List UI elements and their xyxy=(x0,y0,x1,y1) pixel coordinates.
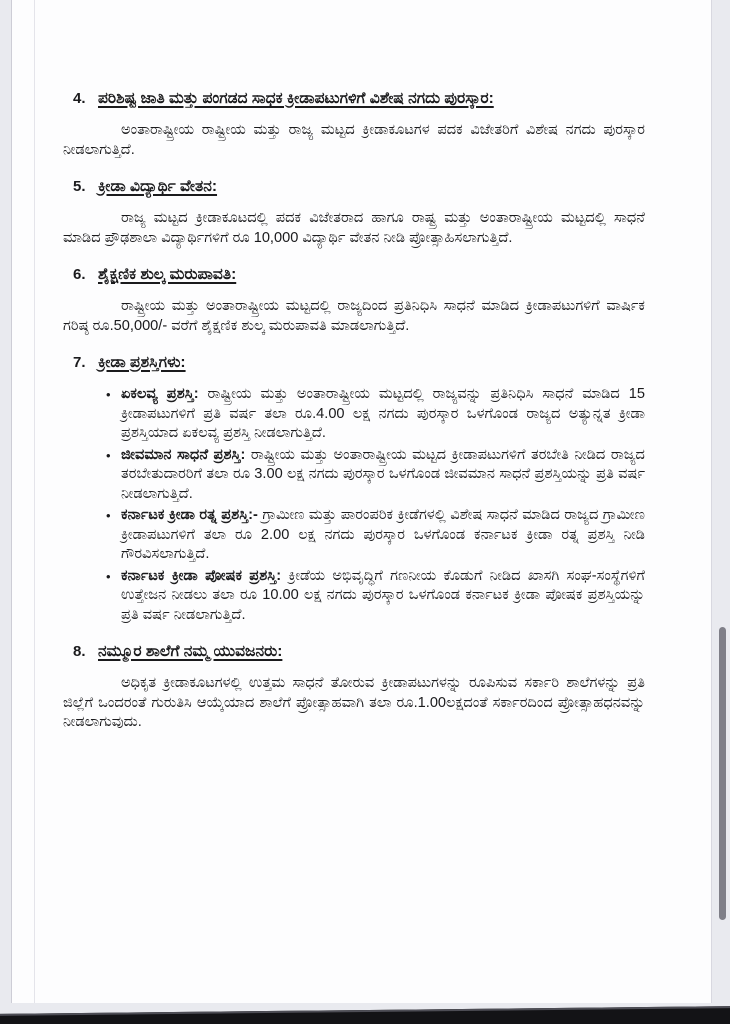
section-number: 7. xyxy=(73,354,86,371)
paper-left-edge-line xyxy=(34,0,35,1003)
section-paragraph: ರಾಷ್ಟ್ರೀಯ ಮತ್ತು ಅಂತಾರಾಷ್ಟ್ರೀಯ ಮಟ್ಟದಲ್ಲಿ ರಾಜ್ಯದಿಂದ ಪ್ರತಿನಿಧಿಸಿ ಸಾಧನೆ ಮಾಡಿದ ಕ್ರೀಡಾಪಟುಗಳಿಗೆ ವಾರ್ಷಿಕ ಗರಿಷ್ಠ ರೂ.50,000/- ವರೆಗೆ ಶೈಕ್ಷಣಿಕ ಶುಲ್ಕ ಮರುಪಾವತಿ ಮಾಡಲಾಗುತ್ತಿದೆ. xyxy=(63,298,645,334)
section-7 xyxy=(63,352,645,625)
bullet-text: ರಾಷ್ಟ್ರೀಯ ಮತ್ತು ಅಂತಾರಾಷ್ಟ್ರೀಯ ಮಟ್ಟದ ಕ್ರೀಡಾಪಟುಗಳಿಗೆ ತರಬೇತಿ ನೀಡಿದ ರಾಜ್ಯದ ತರಬೇತುದಾರರಿಗೆ ತಲಾ ರೂ 3.00 ಲಕ್ಷ ನಗದು ಪುರಸ್ಕಾರ ಒಳಗೊಂಡ ಜೀವಮಾನ ಸಾಧನೆ ಪ್ರಶಸ್ತಿಯನ್ನು ಪ್ರತಿ ವರ್ಷ ನೀಡಲಾಗುತ್ತಿದೆ. xyxy=(121,446,645,502)
section-paragraph: ರಾಜ್ಯ ಮಟ್ಟದ ಕ್ರೀಡಾಕೂಟದಲ್ಲಿ ಪದಕ ವಿಜೇತರಾದ ಹಾಗೂ ರಾಷ್ಟ್ರ ಮತ್ತು ಅಂತಾರಾಷ್ಟ್ರೀಯ ಮಟ್ಟದಲ್ಲಿ ಸಾಧನೆ ಮಾಡಿದ ಪ್ರೌಢಶಾಲಾ ವಿದ್ಯಾರ್ಥಿಗಳಿಗೆ ರೂ 10,000 ವಿದ್ಯಾರ್ಥಿ ವೇತನ ನೀಡಿ ಪ್ರೋತ್ಸಾಹಿಸಲಾಗುತ್ತಿದೆ. xyxy=(63,210,645,246)
section-number: 8. xyxy=(73,643,86,660)
bullet-text: ಗ್ರಾಮೀಣ ಮತ್ತು ಪಾರಂಪರಿಕ ಕ್ರೀಡೆಗಳಲ್ಲಿ ವಿಶೇಷ ಸಾಧನೆ ಮಾಡಿದ ರಾಜ್ಯದ ಗ್ರಾಮೀಣ ಕ್ರೀಡಾಪಟುಗಳಿಗೆ ತಲಾ ರೂ 2.00 ಲಕ್ಷ ನಗದು ಪುರಸ್ಕಾರ ಒಳಗೊಂಡ ಕರ್ನಾಟಕ ಕ್ರೀಡಾ ರತ್ನ ಪ್ರಶಸ್ತಿ ನೀಡಿ ಗೌರವಿಸಲಾಗುತ್ತಿದೆ. xyxy=(121,507,645,562)
section-5-heading-row xyxy=(63,176,645,197)
section-heading: ಕ್ರೀಡಾ ವಿದ್ಯಾರ್ಥಿ ವೇತನ: xyxy=(98,178,218,195)
bullet-text: ಕ್ರೀಡೆಯ ಅಭಿವೃದ್ಧಿಗೆ ಗಣನೀಯ ಕೊಡುಗೆ ನೀಡಿದ ಖಾಸಗಿ ಸಂಘ-ಸಂಸ್ಥೆಗಳಿಗೆ ಉತ್ತೇಜನ ನೀಡಲು ತಲಾ ರೂ 10.00 ಲಕ್ಷ ನಗದು ಪುರಸ್ಕಾರ ಒಳಗೊಂಡ ಕರ್ನಾಟಕ ಕ್ರೀಡಾ ಪೋಷಕ ಪ್ರಶಸ್ತಿಯನ್ನು ಪ್ರತಿ ವರ್ಷ ನೀಡಲಾಗುತ್ತಿದೆ. xyxy=(121,567,645,623)
bullet-text: ರಾಷ್ಟ್ರೀಯ ಮತ್ತು ಅಂತಾರಾಷ್ಟ್ರೀಯ ಮಟ್ಟದಲ್ಲಿ ರಾಜ್ಯವನ್ನು ಪ್ರತಿನಿಧಿಸಿ ಸಾಧನೆ ಮಾಡಿದ 15 ಕ್ರೀಡಾಪಟುಗಳಿಗೆ ಪ್ರತಿ ವರ್ಷ ತಲಾ ರೂ.4.00 ಲಕ್ಷ ನಗದು ಪುರಸ್ಕಾರ ಒಳಗೊಂಡ ರಾಜ್ಯದ ಅತ್ಯುನ್ನತ ಕ್ರೀಡಾ ಪ್ರಶಸ್ತಿಯಾದ ಏಕಲವ್ಯ ಪ್ರಶಸ್ತಿ ನೀಡಲಾಗುತ್ತಿದೆ. xyxy=(121,386,645,441)
section-paragraph: ಅಂತಾರಾಷ್ಟ್ರೀಯ ರಾಷ್ಟ್ರೀಯ ಮತ್ತು ರಾಜ್ಯ ಮಟ್ಟದ ಕ್ರೀಡಾಕೂಟಗಳ ಪದಕ ವಿಜೇತರಿಗೆ ವಿಶೇಷ ನಗದು ಪುರಸ್ಕಾರ ನೀಡಲಾಗುತ್ತಿದೆ. xyxy=(63,122,645,158)
section-heading: ಶೈಕ್ಷಣಿಕ ಶುಲ್ಕ ಮರುಪಾವತಿ: xyxy=(98,266,237,283)
section-6 xyxy=(63,264,645,336)
section-6-heading-row xyxy=(63,264,645,285)
bullet-marker-icon: • xyxy=(106,508,111,523)
section-7-heading-row xyxy=(63,352,645,373)
bullet-marker-icon: • xyxy=(106,447,111,463)
section-heading: ನಮ್ಮೂರ ಶಾಲೆಗೆ ನಮ್ಮ ಯುವಜನರು: xyxy=(98,643,283,660)
section-heading: ಪರಿಶಿಷ್ಟ ಜಾತಿ ಮತ್ತು ಪಂಗಡದ ಸಾಧಕ ಕ್ರೀಡಾಪಟುಗಳಿಗೆ ವಿಶೇಷ ನಗದು ಪುರಸ್ಕಾರ: xyxy=(98,90,494,107)
bullet-list xyxy=(63,385,645,625)
section-number: 6. xyxy=(73,266,86,283)
bullet-item xyxy=(106,506,645,565)
section-number: 5. xyxy=(73,178,86,195)
document-content xyxy=(63,88,645,733)
bullet-title: ಏಕಲವ್ಯ ಪ್ರಶಸ್ತಿ: xyxy=(121,386,199,402)
bullet-item xyxy=(106,446,645,505)
bullet-marker-icon: • xyxy=(106,387,111,402)
section-heading: ಕ್ರೀಡಾ ಪ್ರಶಸ್ತಿಗಳು: xyxy=(98,354,186,371)
scrollbar-thumb[interactable] xyxy=(719,627,726,920)
bullet-title: ಕರ್ನಾಟಕ ಕ್ರೀಡಾ ರತ್ನ ಪ್ರಶಸ್ತಿ:- xyxy=(121,507,258,523)
section-8-heading-row xyxy=(63,641,645,662)
bullet-item xyxy=(106,567,645,626)
section-4 xyxy=(63,88,645,160)
section-8 xyxy=(63,641,645,733)
photo-bottom-dark-edge xyxy=(0,1006,730,1024)
bullet-title: ಕರ್ನಾಟಕ ಕ್ರೀಡಾ ಪೋಷಕ ಪ್ರಶಸ್ತಿ: xyxy=(121,567,282,584)
section-4-heading-row xyxy=(63,88,645,109)
section-number: 4. xyxy=(73,90,86,107)
section-paragraph: ಅಧಿಕೃತ ಕ್ರೀಡಾಕೂಟಗಳಲ್ಲಿ ಉತ್ತಮ ಸಾಧನೆ ತೋರುವ ಕ್ರೀಡಾಪಟುಗಳನ್ನು ರೂಪಿಸುವ ಸರ್ಕಾರಿ ಶಾಲೆಗಳನ್ನು ಪ್ರತಿ ಜಿಲ್ಲೆಗೆ ಒಂದರಂತೆ ಗುರುತಿಸಿ ಆಯ್ಕೆಯಾದ ಶಾಲೆಗೆ ಪ್ರೋತ್ಸಾಹವಾಗಿ ತಲಾ ರೂ.1.00ಲಕ್ಷದಂತೆ ಸರ್ಕಾರದಿಂದ ಪ್ರೋತ್ಸಾಹಧನವನ್ನು ನೀಡಲಾಗುವುದು. xyxy=(63,675,645,730)
bullet-marker-icon: • xyxy=(106,568,111,584)
section-5 xyxy=(63,176,645,248)
bullet-item xyxy=(106,385,645,444)
bullet-title: ಜೀವಮಾನ ಸಾಧನೆ ಪ್ರಶಸ್ತಿ: xyxy=(121,446,246,463)
document-page xyxy=(11,0,712,1003)
